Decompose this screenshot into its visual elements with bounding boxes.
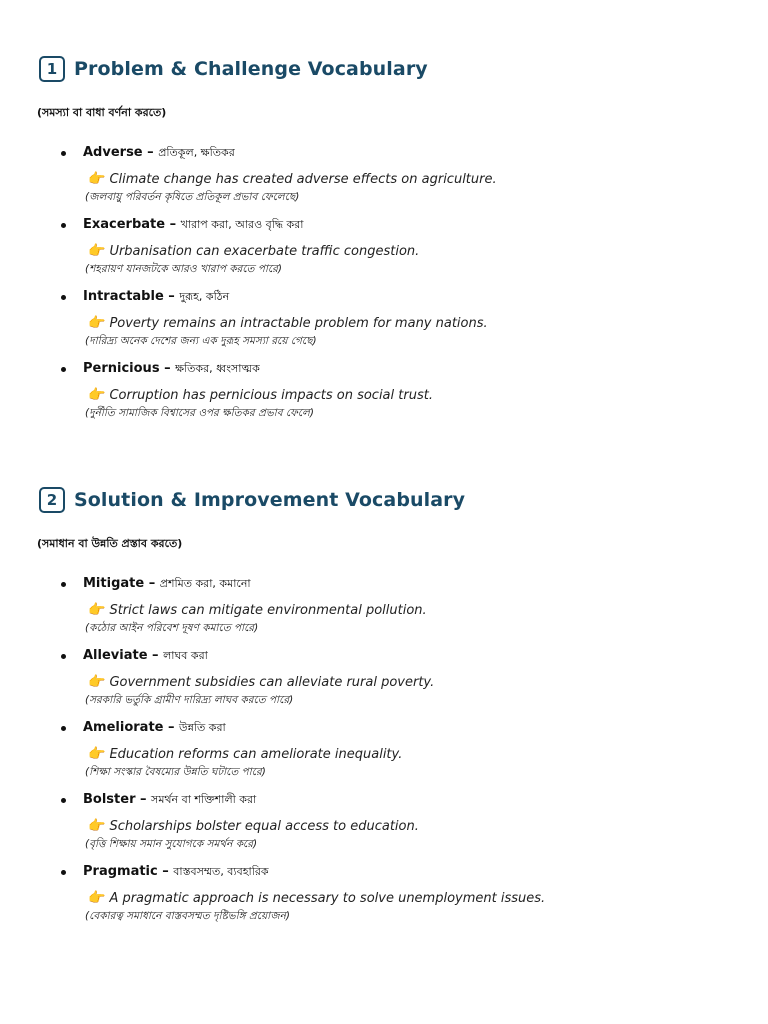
pointing-hand-icon: 👉 <box>88 387 106 403</box>
bullet-icon <box>61 223 66 228</box>
term-meaning: খারাপ করা, আরও বৃদ্ধি করা <box>180 218 304 231</box>
section-heading <box>39 485 768 515</box>
example-text: Scholarships bolster equal access to education. <box>109 819 419 834</box>
term-item <box>83 217 768 289</box>
term-line <box>83 864 768 880</box>
term-meaning: ক্ষতিকর, ধ্বংসাত্মক <box>175 362 260 375</box>
bangla-translation: (শিক্ষা সংস্কার বৈষম্যের উন্নতি ঘটাতে পারে) <box>85 766 266 778</box>
section-problem-vocabulary <box>0 54 768 433</box>
pointing-hand-icon: 👉 <box>88 602 106 618</box>
bullet-icon <box>61 726 66 731</box>
term-word: Exacerbate <box>83 217 166 232</box>
example-text: Climate change has created adverse effects on agriculture. <box>109 172 497 187</box>
term-word: Alleviate <box>83 648 148 663</box>
term-word: Pernicious <box>83 361 160 376</box>
term-item <box>83 864 768 936</box>
term-meaning: বাস্তবসম্মত, ব্যবহারিক <box>173 865 269 878</box>
pointing-hand-icon: 👉 <box>88 171 106 187</box>
term-word: Mitigate <box>83 576 145 591</box>
example-sentence <box>88 889 768 907</box>
term-item <box>83 576 768 648</box>
term-word: Ameliorate <box>83 720 164 735</box>
term-dash: – <box>135 792 152 807</box>
bullet-icon <box>61 798 66 803</box>
example-sentence <box>88 170 768 188</box>
bullet-icon <box>61 654 66 659</box>
bullet-icon <box>61 295 66 300</box>
section-title: Problem & Challenge Vocabulary <box>74 58 428 80</box>
bangla-translation: (বৃত্তি শিক্ষায় সমান সুযোগকে সমর্থন করে) <box>85 838 258 850</box>
term-dash: – <box>165 217 181 232</box>
term-dash: – <box>144 576 160 591</box>
term-line <box>83 576 768 592</box>
term-item <box>83 145 768 217</box>
term-item <box>83 720 768 792</box>
example-sentence <box>88 745 768 763</box>
term-line <box>83 792 768 808</box>
example-text: A pragmatic approach is necessary to solve unemployment issues. <box>109 891 546 906</box>
section-heading <box>39 54 768 84</box>
section-subtitle: (সমস্যা বা বাধা বর্ণনা করতে) <box>37 106 167 119</box>
bangla-translation: (জলবায়ু পরিবর্তন কৃষিতে প্রতিকূল প্রভাব ফেলেছে) <box>85 191 300 203</box>
example-sentence <box>88 673 768 691</box>
term-line <box>83 720 768 736</box>
bullet-icon <box>61 151 66 156</box>
term-meaning: দুরূহ, কঠিন <box>179 290 230 303</box>
example-text: Urbanisation can exacerbate traffic congestion. <box>109 244 420 259</box>
bangla-translation: (দারিদ্র্য অনেক দেশের জন্য এক দুরূহ সমস্যা রয়ে গেছে) <box>85 335 317 347</box>
section-subtitle: (সমাধান বা উন্নতি প্রস্তাব করতে) <box>37 537 183 550</box>
example-text: Education reforms can ameliorate inequality. <box>109 747 403 762</box>
example-sentence <box>88 242 768 260</box>
bangla-translation: (দুর্নীতি সামাজিক বিশ্বাসের ওপর ক্ষতিকর প্রভাব ফেলে) <box>85 407 314 419</box>
term-meaning: উন্নতি করা <box>179 721 226 734</box>
term-meaning: লাঘব করা <box>163 649 208 662</box>
term-item <box>83 289 768 361</box>
term-meaning: প্রতিকূল, ক্ষতিকর <box>158 146 235 159</box>
term-word: Bolster <box>83 792 136 807</box>
term-list <box>0 576 768 936</box>
bangla-translation: (কঠোর আইন পরিবেশ দূষণ কমাতে পারে) <box>85 622 259 634</box>
bullet-icon <box>61 870 66 875</box>
section-solution-vocabulary <box>0 485 768 936</box>
bangla-translation: (সরকারি ভর্তুকি গ্রামীণ দারিদ্র্য লাঘব করতে পারে) <box>85 694 294 706</box>
term-dash: – <box>147 648 164 663</box>
term-meaning: প্রশমিত করা, কমানো <box>159 577 251 590</box>
term-dash: – <box>163 289 180 304</box>
number-badge: 2 <box>39 487 65 513</box>
term-item <box>83 648 768 720</box>
term-line <box>83 648 768 664</box>
term-word: Pragmatic <box>83 864 158 879</box>
example-text: Poverty remains an intractable problem for many nations. <box>109 316 488 331</box>
term-list <box>0 145 768 433</box>
term-item <box>83 792 768 864</box>
pointing-hand-icon: 👉 <box>88 315 106 331</box>
example-text: Corruption has pernicious impacts on social trust. <box>109 388 433 403</box>
bangla-translation: (বেকারত্ব সমাধানে বাস্তবসম্মত দৃষ্টিভঙ্গি প্রয়োজন) <box>85 910 290 922</box>
term-dash: – <box>163 720 180 735</box>
bullet-icon <box>61 367 66 372</box>
example-sentence <box>88 817 768 835</box>
example-text: Government subsidies can alleviate rural poverty. <box>109 675 435 690</box>
term-dash: – <box>157 864 174 879</box>
term-line <box>83 217 768 233</box>
term-meaning: সমর্থন বা শক্তিশালী করা <box>151 793 257 806</box>
term-dash: – <box>142 145 159 160</box>
term-item <box>83 361 768 433</box>
pointing-hand-icon: 👉 <box>88 890 106 906</box>
pointing-hand-icon: 👉 <box>88 243 106 259</box>
term-word: Intractable <box>83 289 164 304</box>
pointing-hand-icon: 👉 <box>88 818 106 834</box>
term-line <box>83 145 768 161</box>
term-line <box>83 361 768 377</box>
example-sentence <box>88 601 768 619</box>
term-word: Adverse <box>83 145 143 160</box>
pointing-hand-icon: 👉 <box>88 746 106 762</box>
pointing-hand-icon: 👉 <box>88 674 106 690</box>
bullet-icon <box>61 582 66 587</box>
example-sentence <box>88 314 768 332</box>
example-sentence <box>88 386 768 404</box>
section-title: Solution & Improvement Vocabulary <box>74 489 466 511</box>
bangla-translation: (শহরায়ণ যানজটকে আরও খারাপ করতে পারে) <box>85 263 283 275</box>
example-text: Strict laws can mitigate environmental pollution. <box>109 603 427 618</box>
term-dash: – <box>159 361 176 376</box>
number-badge: 1 <box>39 56 65 82</box>
term-line <box>83 289 768 305</box>
